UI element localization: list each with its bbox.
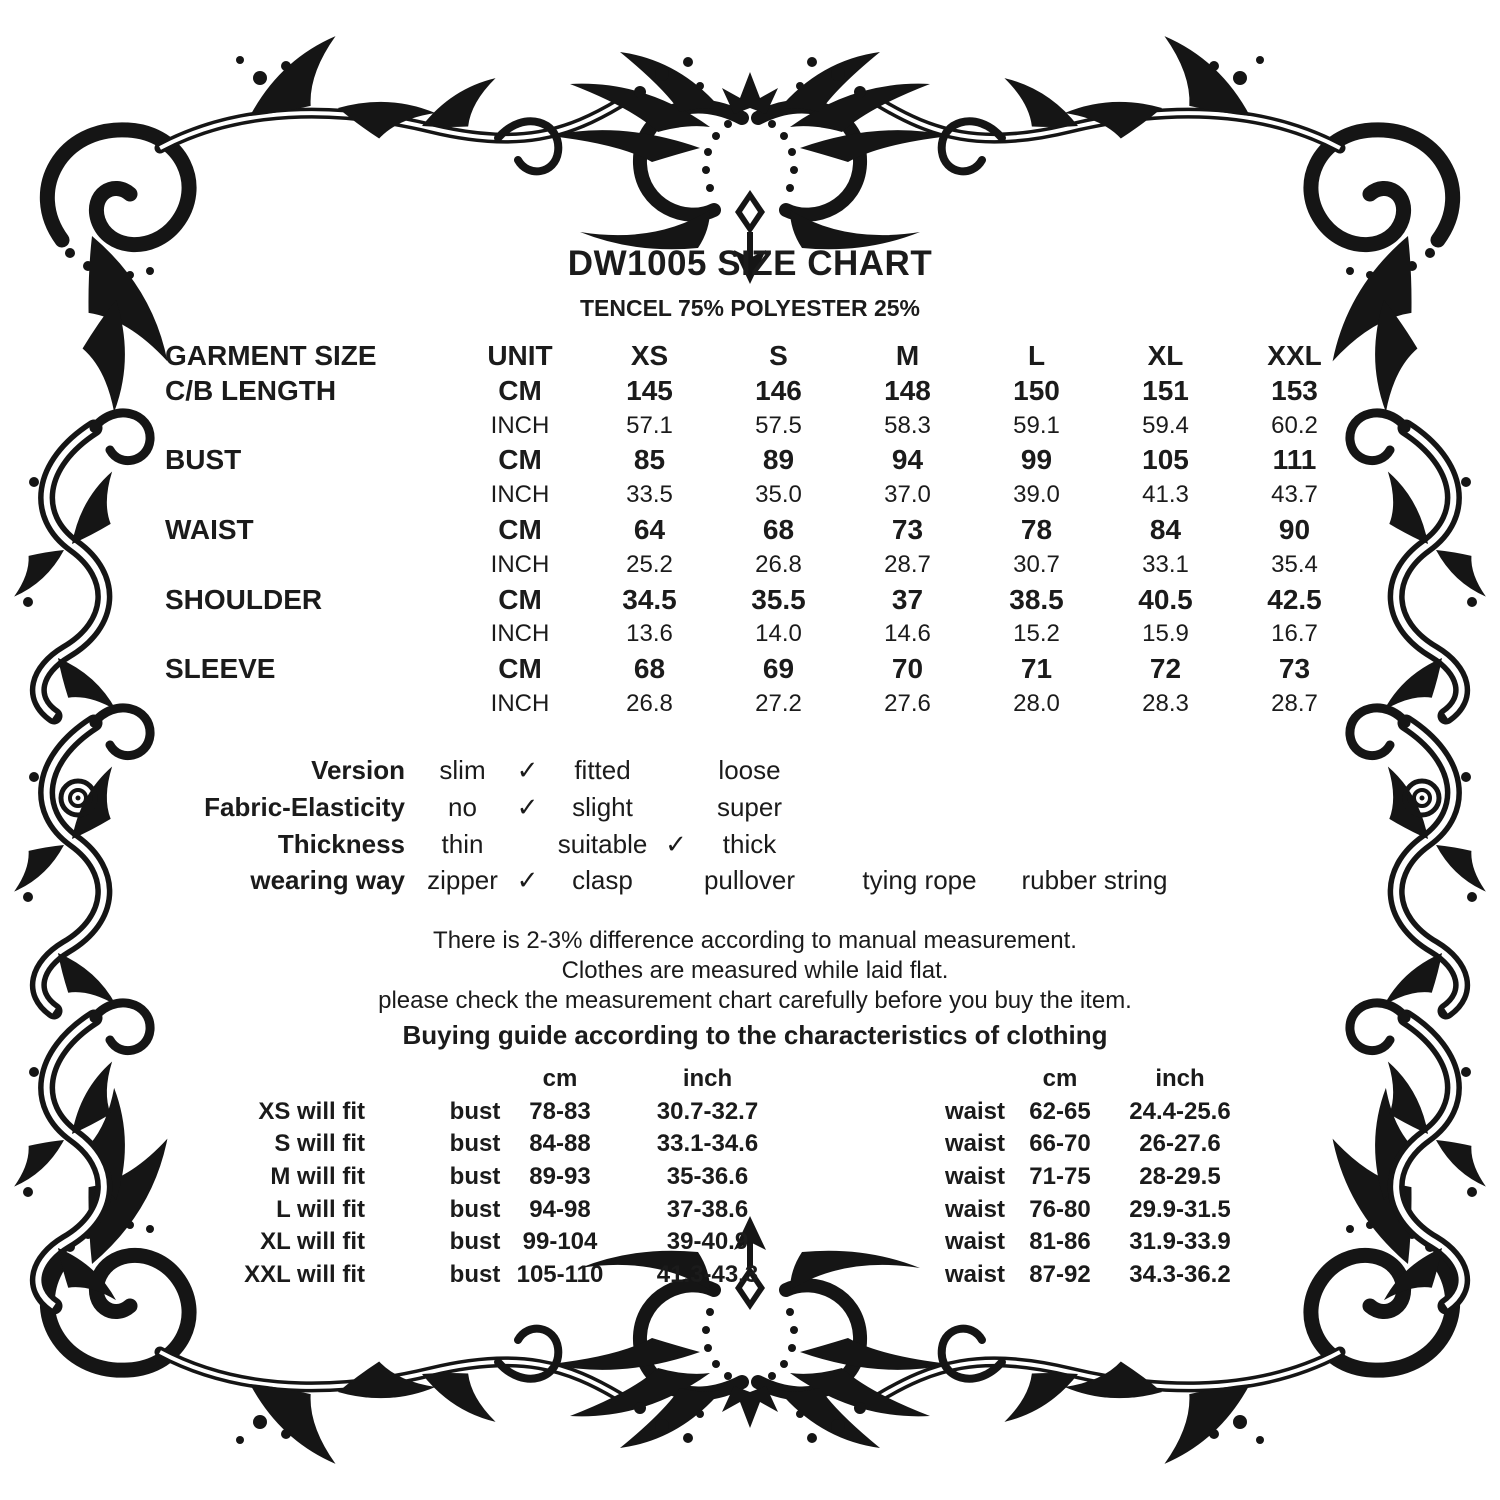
size-cell-cm: 72 [1149, 653, 1182, 685]
size-cell-cm: 64 [633, 513, 666, 545]
size-header-label: GARMENT SIZE [165, 340, 377, 371]
attribute-option [997, 862, 1192, 899]
guide-waist-label: waist [944, 1195, 1006, 1223]
guide-col-header-inch: inch [682, 1065, 733, 1092]
size-cell-inch: 28.7 [884, 550, 931, 578]
size-cell-cm: 78 [1020, 513, 1053, 545]
attribute-option [550, 789, 697, 826]
attribute-row [165, 752, 1192, 789]
size-cell-inch: 37.0 [884, 481, 931, 509]
attribute-option-text: super [716, 791, 783, 822]
guide-row [150, 1226, 1250, 1259]
size-cell-cm: 150 [1013, 374, 1060, 406]
guide-col-header-cm: cm [1042, 1065, 1078, 1092]
size-cell-cm: 94 [891, 444, 924, 476]
guide-spacer [800, 1226, 940, 1259]
attributes-section [165, 752, 1192, 899]
attribute-options [420, 826, 842, 863]
size-cell-cm: 73 [1278, 653, 1311, 685]
size-cell-inch: 59.1 [1013, 411, 1060, 439]
size-cell-cm: 71 [1020, 653, 1053, 685]
page-title: DW1005 SIZE CHART [567, 244, 933, 283]
guide-bust-inch: 30.7-32.7 [656, 1097, 759, 1125]
size-cell-inch: 33.5 [626, 481, 673, 509]
guide-header-spacer [800, 1063, 940, 1096]
size-cell-cm: 68 [633, 653, 666, 685]
attribute-option [420, 789, 550, 826]
guide-row [150, 1128, 1250, 1161]
guide-waist-label: waist [944, 1163, 1006, 1191]
size-cell-cm: 90 [1278, 513, 1311, 545]
attribute-option-text: slim [439, 755, 486, 785]
size-cell-inch: 15.9 [1142, 620, 1189, 648]
guide-bust-label: bust [449, 1228, 501, 1256]
guide-bust-cm: 105-110 [516, 1261, 604, 1289]
attribute-option [420, 752, 550, 789]
guide-bust-cm: 84-88 [529, 1130, 591, 1158]
guide-header-spacer [365, 1063, 445, 1096]
attribute-options [420, 862, 1192, 899]
guide-col-header-inch: inch [1155, 1065, 1205, 1092]
guide-waist-label: waist [944, 1097, 1006, 1125]
size-row-cm [165, 513, 1365, 548]
attribute-option-text: no [448, 791, 477, 822]
unit-cm-label: CM [498, 583, 542, 615]
guide-waist-label: waist [944, 1261, 1006, 1289]
guide-size-label: L will fit [276, 1195, 365, 1223]
size-row-label-empty [165, 478, 455, 513]
unit-inch-label: INCH [490, 550, 550, 578]
size-row-inch [165, 687, 1365, 722]
guide-waist-cm: 76-80 [1029, 1195, 1091, 1223]
size-row-label: SHOULDER [165, 583, 323, 615]
attribute-option [697, 752, 842, 789]
size-header-row [165, 339, 1365, 374]
guide-spacer [800, 1194, 940, 1227]
size-row-cm [165, 583, 1365, 618]
check-slot-empty [655, 752, 697, 789]
guide-spacer [365, 1226, 445, 1259]
guide-bust-label: bust [449, 1163, 501, 1191]
guide-spacer [365, 1194, 445, 1227]
guide-spacer [800, 1128, 940, 1161]
size-cell-inch: 15.2 [1013, 620, 1060, 648]
attribute-option [697, 826, 842, 863]
check-slot-empty [655, 862, 697, 899]
guide-bust-cm: 78-83 [529, 1097, 591, 1125]
size-row-cm [165, 374, 1365, 409]
size-cell-cm: 99 [1020, 444, 1053, 476]
size-row-inch [165, 478, 1365, 513]
guide-col-header-cm: cm [542, 1065, 578, 1092]
guide-waist-inch: 28-29.5 [1139, 1163, 1221, 1191]
size-row-label-empty [165, 687, 455, 722]
guide-spacer [365, 1128, 445, 1161]
guide-row [150, 1096, 1250, 1129]
guide-spacer [800, 1259, 940, 1292]
size-cell-cm: 69 [762, 653, 795, 685]
guide-size-label: M will fit [270, 1163, 365, 1191]
guide-waist-inch: 31.9-33.9 [1129, 1228, 1231, 1256]
size-row-label: SLEEVE [165, 653, 276, 685]
attribute-option [697, 862, 842, 899]
size-cell-cm: 84 [1149, 513, 1182, 545]
size-cell-inch: 14.6 [884, 620, 931, 648]
check-slot-empty [802, 789, 842, 826]
size-cell-inch: 25.2 [626, 550, 673, 578]
check-icon: ✓ [665, 828, 687, 859]
guide-bust-label: bust [449, 1261, 501, 1289]
size-cell-inch: 39.0 [1013, 481, 1060, 509]
size-cell-inch: 60.2 [1271, 411, 1318, 439]
check-slot-empty [655, 789, 697, 826]
attribute-option [697, 789, 842, 826]
attribute-row [165, 789, 1192, 826]
guide-spacer [800, 1161, 940, 1194]
attribute-option-text: clasp [572, 865, 633, 896]
size-col-header: L [1027, 340, 1046, 371]
guide-bust-cm: 89-93 [529, 1163, 591, 1191]
guide-bust-label: bust [449, 1130, 501, 1158]
unit-cm-label: CM [498, 653, 542, 685]
size-cell-cm: 89 [762, 444, 795, 476]
size-cell-inch: 28.0 [1013, 689, 1060, 717]
guide-bust-cm: 99-104 [522, 1228, 598, 1256]
note-line: There is 2-3% difference according to manual measurement. [433, 927, 1077, 954]
attribute-option [550, 826, 697, 863]
attribute-option-text: thin [441, 828, 484, 859]
size-cell-inch: 26.8 [626, 689, 673, 717]
size-row-label: C/B LENGTH [165, 374, 337, 406]
note-line: Clothes are measured while laid flat. [561, 957, 949, 984]
size-cell-inch: 58.3 [884, 411, 931, 439]
size-cell-cm: 105 [1142, 444, 1189, 476]
guide-waist-label: waist [944, 1228, 1006, 1256]
guide-size-label: S will fit [274, 1130, 365, 1158]
attribute-row [165, 862, 1192, 899]
attribute-label: Version [311, 755, 405, 785]
guide-bust-label: bust [449, 1195, 501, 1223]
size-cell-cm: 145 [626, 374, 673, 406]
attribute-option-text: slight [572, 791, 633, 822]
guide-waist-cm: 62-65 [1029, 1097, 1091, 1125]
size-col-header: XXL [1267, 340, 1322, 371]
size-row-label-empty [165, 617, 455, 652]
guide-header-spacer [445, 1063, 505, 1096]
size-cell-cm: 111 [1272, 444, 1317, 476]
unit-inch-label: INCH [490, 411, 550, 439]
size-cell-cm: 70 [891, 653, 924, 685]
guide-bust-inch: 33.1-34.6 [656, 1130, 759, 1158]
guide-waist-inch: 24.4-25.6 [1129, 1097, 1231, 1125]
unit-cm-label: CM [498, 513, 542, 545]
buying-guide-table [150, 1063, 1250, 1292]
size-row-inch [165, 409, 1365, 444]
note-line: please check the measurement chart carefully before you buy the item. [378, 987, 1132, 1014]
size-cell-cm: 148 [884, 374, 931, 406]
size-cell-cm: 42.5 [1267, 583, 1322, 615]
guide-waist-label: waist [944, 1130, 1006, 1158]
size-col-header: M [895, 340, 920, 371]
guide-bust-inch: 41.3-43.3 [656, 1261, 759, 1289]
size-cell-cm: 153 [1271, 374, 1318, 406]
guide-size-label: XL will fit [260, 1228, 365, 1256]
size-cell-inch: 35.0 [755, 481, 802, 509]
check-slot-empty [802, 752, 842, 789]
guide-spacer [365, 1161, 445, 1194]
size-cell-cm: 38.5 [1009, 583, 1064, 615]
attribute-option [420, 862, 550, 899]
guide-waist-cm: 71-75 [1029, 1163, 1091, 1191]
check-slot-empty [802, 826, 842, 863]
page-subtitle: TENCEL 75% POLYESTER 25% [579, 295, 920, 321]
size-cell-cm: 146 [755, 374, 802, 406]
size-cell-inch: 57.5 [755, 411, 802, 439]
guide-bust-label: bust [449, 1097, 501, 1125]
guide-size-label: XS will fit [258, 1097, 365, 1125]
attribute-option [842, 862, 997, 899]
size-row-label-empty [165, 548, 455, 583]
guide-bust-inch: 39-40.9 [666, 1228, 749, 1256]
guide-size-label: XXL will fit [244, 1261, 365, 1289]
guide-header-spacer [940, 1063, 1010, 1096]
check-slot-empty [802, 862, 842, 899]
size-row-label-empty [165, 409, 455, 444]
attribute-option-text: zipper [427, 865, 498, 896]
unit-cm-label: CM [498, 444, 542, 476]
attribute-option-text: thick [722, 828, 777, 859]
attribute-label: Thickness [277, 828, 405, 859]
size-cell-cm: 151 [1142, 374, 1189, 406]
guide-waist-inch: 34.3-36.2 [1129, 1261, 1231, 1289]
guide-waist-inch: 26-27.6 [1139, 1130, 1221, 1158]
attribute-option [550, 862, 697, 899]
check-icon: ✓ [516, 791, 539, 822]
notes-section [0, 926, 1500, 1016]
size-row-inch [165, 548, 1365, 583]
guide-waist-cm: 66-70 [1029, 1130, 1091, 1158]
size-cell-inch: 27.6 [884, 689, 931, 717]
size-cell-inch: 43.7 [1271, 481, 1318, 509]
attribute-option-text: pullover [703, 865, 796, 896]
unit-inch-label: INCH [490, 481, 550, 509]
unit-inch-label: INCH [490, 620, 550, 648]
size-col-header: XL [1147, 340, 1184, 371]
attribute-row [165, 826, 1192, 863]
guide-row [150, 1194, 1250, 1227]
size-cell-cm: 35.5 [751, 583, 806, 615]
guide-header-spacer [150, 1063, 365, 1096]
size-col-header: XS [630, 340, 669, 371]
size-cell-inch: 35.4 [1271, 550, 1318, 578]
size-cell-cm: 40.5 [1138, 583, 1193, 615]
size-row-cm [165, 652, 1365, 687]
size-cell-inch: 59.4 [1142, 411, 1189, 439]
attribute-options [420, 789, 842, 826]
guide-header-row [150, 1063, 1250, 1096]
guide-bust-inch: 37-38.6 [666, 1195, 749, 1223]
size-col-header: S [769, 340, 788, 371]
attribute-option-text: fitted [574, 755, 631, 785]
guide-bust-cm: 94-98 [529, 1195, 591, 1223]
size-cell-cm: 37 [891, 583, 924, 615]
size-header-unit: UNIT [487, 340, 553, 371]
guide-bust-inch: 35-36.6 [666, 1163, 749, 1191]
check-icon: ✓ [516, 865, 539, 896]
size-row-cm [165, 443, 1365, 478]
size-cell-inch: 13.6 [626, 620, 673, 648]
unit-inch-label: INCH [490, 689, 550, 717]
guide-row [150, 1161, 1250, 1194]
guide-spacer [365, 1259, 445, 1292]
size-cell-cm: 85 [633, 444, 666, 476]
attribute-options [420, 752, 842, 789]
guide-spacer [365, 1096, 445, 1129]
size-cell-inch: 14.0 [755, 620, 802, 648]
size-row-inch [165, 617, 1365, 652]
size-cell-inch: 26.8 [755, 550, 802, 578]
check-icon: ✓ [516, 755, 539, 785]
unit-cm-label: CM [498, 374, 542, 406]
attribute-option-text: tying rope [862, 865, 977, 896]
size-cell-cm: 68 [762, 513, 795, 545]
size-row-label: WAIST [165, 513, 254, 545]
size-cell-inch: 16.7 [1271, 620, 1318, 648]
size-cell-inch: 28.3 [1142, 689, 1189, 717]
size-chart-table [165, 339, 1365, 722]
size-cell-inch: 57.1 [626, 411, 673, 439]
attribute-label: wearing way [250, 865, 405, 896]
size-cell-inch: 33.1 [1142, 550, 1189, 578]
attribute-option [550, 752, 697, 789]
attribute-option [420, 826, 550, 863]
buying-guide-title: Buying guide according to the characteristics of clothing [402, 1020, 1108, 1050]
guide-row [150, 1259, 1250, 1292]
check-slot-empty [505, 826, 550, 863]
guide-spacer [800, 1096, 940, 1129]
size-cell-cm: 73 [891, 513, 924, 545]
guide-waist-inch: 29.9-31.5 [1129, 1195, 1231, 1223]
attribute-option-text: loose [718, 755, 781, 785]
size-cell-inch: 41.3 [1142, 481, 1189, 509]
guide-waist-cm: 87-92 [1029, 1261, 1091, 1289]
attribute-option-text: suitable [557, 828, 648, 859]
size-cell-cm: 34.5 [622, 583, 677, 615]
attribute-option-text: rubber string [1021, 865, 1168, 896]
size-row-label: BUST [165, 444, 242, 476]
size-cell-inch: 27.2 [755, 689, 802, 717]
guide-waist-cm: 81-86 [1029, 1228, 1091, 1256]
attribute-label: Fabric-Elasticity [204, 791, 405, 822]
size-cell-inch: 28.7 [1271, 689, 1318, 717]
size-cell-inch: 30.7 [1013, 550, 1060, 578]
